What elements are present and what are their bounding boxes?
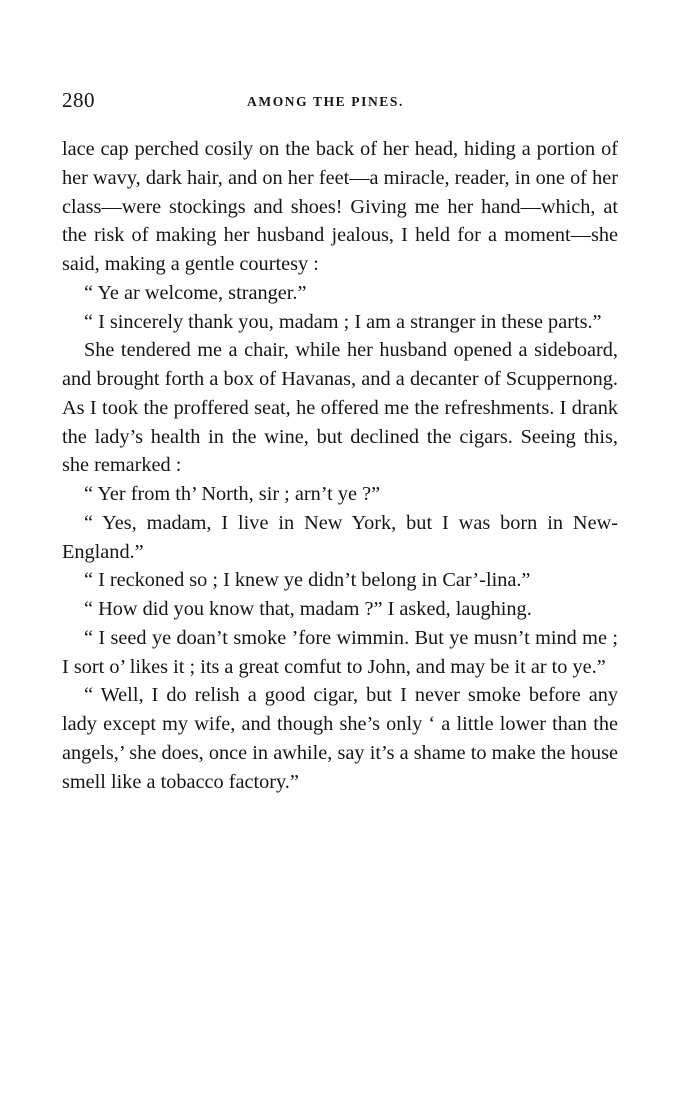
paragraph-10: “ Well, I do relish a good cigar, but I never smoke before any lady except my wife, and though she’s only ‘ a little lower than the angels,’ she does, once in awhile, say it’s a shame to make the house smell like a tobacco factory.”	[62, 684, 618, 793]
paragraph-3: “ I sincerely thank you, madam ; I am a stranger in these parts.”	[84, 310, 602, 333]
paragraph-2: “ Ye ar welcome, stranger.”	[84, 281, 307, 304]
page-header	[62, 88, 618, 118]
body-text	[62, 135, 618, 796]
paragraph-9: “ I seed ye doan’t smoke ’fore wimmin. But ye musn’t mind me ; I sort o’ likes it ; its a great comfut to John, and may be it ar to ye.”	[62, 626, 618, 678]
paragraph-6: “ Yes, madam, I live in New York, but I was born in New-England.”	[62, 511, 618, 563]
paragraph-5: “ Yer from th’ North, sir ; arn’t ye ?”	[84, 483, 381, 505]
paragraph-1: lace cap perched cosily on the back of her head, hiding a portion of her wavy, dark hair, and on her feet—a miracle, reader, in one of her class—were stockings and shoes! Giving me her hand—which, at the risk of making her husband jealous, I held for a moment—she said, making a gentle courtesy :	[62, 138, 618, 275]
paragraph-8: “ How did you know that, madam ?” I asked, laughing.	[84, 598, 532, 620]
running-title: AMONG THE PINES.	[247, 94, 404, 109]
page-number: 280	[62, 88, 95, 112]
paragraph-4: She tendered me a chair, while her husband opened a sideboard, and brought forth a box of Havanas, and a decanter of Scuppernong. As I took the proffered seat, he offered me the refreshments. I drank the lady’s health in the wine, but declined the cigars. Seeing this, she remarked :	[62, 339, 618, 477]
paragraph-7: “ I reckoned so ; I knew ye didn’t belong in Car’-lina.”	[84, 569, 531, 592]
